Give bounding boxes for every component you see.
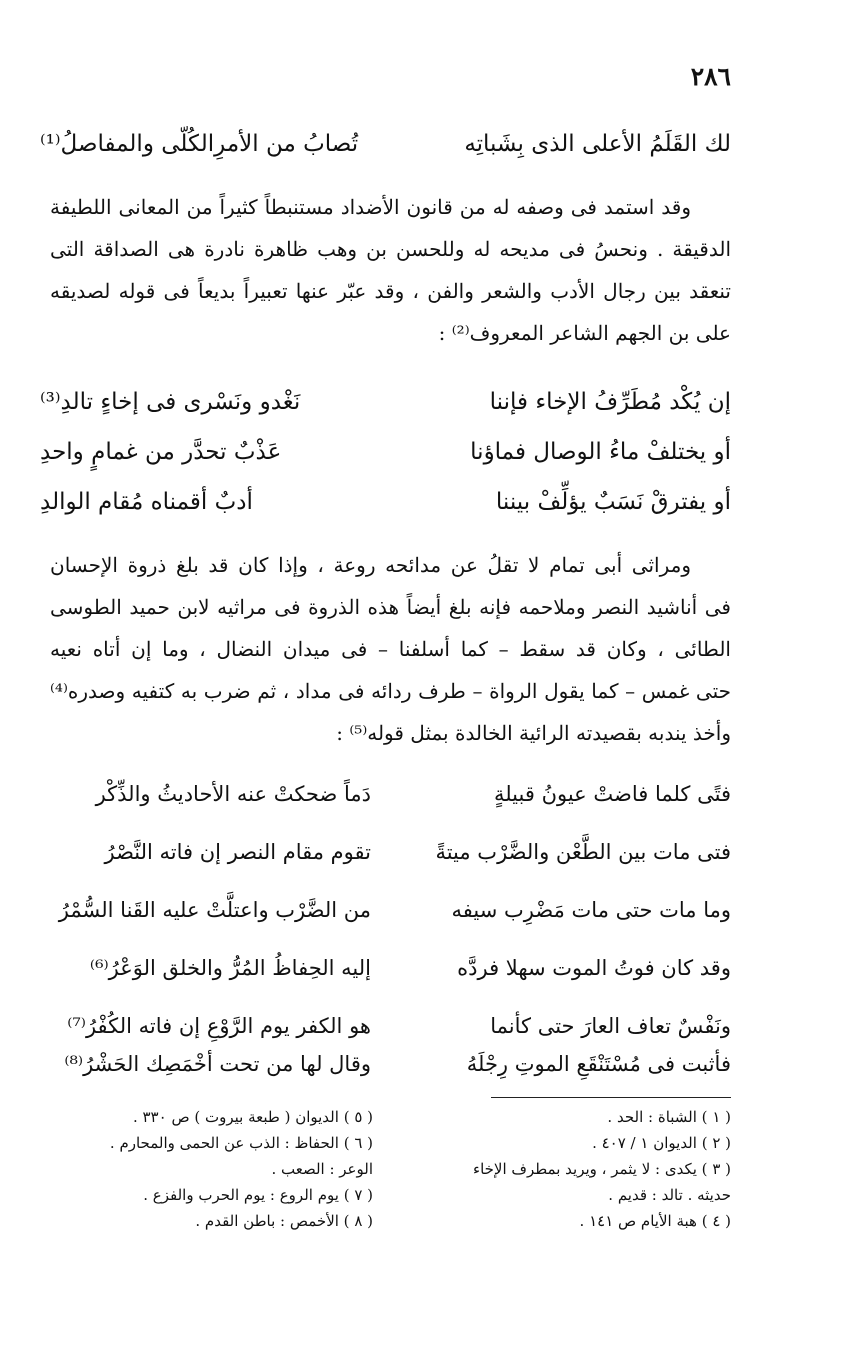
verse-second-hemistich: تقوم مقام النصر إن فاته النَّصْرُ: [104, 840, 371, 864]
paragraph-line: تنعقد بين رجال الأدب والشعر والفن ، وقد عبّر عنها تعبيراً بديعاً فى قوله لصديقه: [50, 279, 731, 303]
footnote: ( ٧ ) يوم الروع : يوم الحرب والفزع .: [143, 1186, 373, 1204]
verse: [40, 478, 731, 526]
verse-second-hemistich: من الضَّرْب واعتلَّتْ عليه القَنا السُّمْرُ: [58, 898, 371, 922]
verse-second-hemistich: هو الكفر يوم الرَّوْعِ إن فاته الكُفْرُ⁽⁷⁾: [67, 1014, 371, 1038]
paragraph-line: ومراثى أبى تمام لا تقلُ عن مدائحه روعة ، وإذا كان قد بلغ ذروة الإحسان: [50, 553, 691, 577]
footnote: ( ٣ ) يكدى : لا يثمر ، ويريد بمطرف الإخاء: [473, 1160, 731, 1178]
paragraph-line: وأخذ يندبه بقصيدته الرائية الخالدة بمثل قوله⁽⁵⁾ :: [336, 721, 731, 745]
footnotes-left-column: [110, 1104, 373, 1234]
verse: [40, 428, 731, 476]
verse-first-hemistich: إن يُكْد مُطَرِّفُ الإخاء فإننا: [489, 389, 731, 415]
footnote: ( ٢ ) الديوان ١ / ٤٠٧ .: [592, 1134, 731, 1152]
verse-first-hemistich: ونَفْسٌ تعاف العارَ حتى كأنما: [490, 1014, 731, 1038]
verse-first-hemistich: فتى مات بين الطَّعْن والضَّرْب ميتةً: [435, 840, 731, 864]
paragraph-line: فى أناشيد النصر وملاحمه فإنه بلغ أيضاً هذه الذروة فى مراثيه لابن حميد الطوسى: [50, 595, 731, 619]
verse-first-hemistich: فتًى كلما فاضتْ عيونُ قبيلةٍ: [493, 782, 731, 806]
footnote: ( ٨ ) الأخمص : باطن القدم .: [195, 1212, 373, 1230]
paragraph-line: الدقيقة . ونحسُ فى مديحه له وللحسن بن وهب ظاهرة نادرة هى الصداقة التى: [50, 237, 731, 261]
elegy-verse: [40, 881, 731, 939]
elegy-verse: [40, 1035, 731, 1093]
footnote: الوعر : الصعب .: [271, 1160, 373, 1178]
paragraph-line: الطائى ، وكان قد سقط – كما أسلفنا – فى ميدان النضال ، وما إن أتاه نعيه: [50, 637, 731, 661]
verse-first-hemistich: وما مات حتى مات مَضْرِب سيفه: [451, 898, 731, 922]
elegy-verse: [40, 765, 731, 823]
footnote: حديثه . تالد : قديم .: [608, 1186, 731, 1204]
verse-first-hemistich: فأثبت فى مُسْتَنْقَعِ الموتِ رِجْلَهُ: [466, 1052, 731, 1076]
verse-first-hemistich: أو يختلفْ ماءُ الوصال فماؤنا: [470, 439, 731, 465]
verse-second-hemistich: أدبٌ أقمناه مُقام الوالدِ: [40, 489, 253, 515]
paragraph-2: [50, 544, 731, 754]
paragraph-line: حتى غمس – كما يقول الرواة – طرف ردائه فى مداد ، ثم ضرب به كتفيه وصدره⁽⁴⁾: [50, 679, 731, 703]
verse: [40, 378, 731, 426]
footnote: ( ٤ ) هبة الأيام ص ١٤١ .: [579, 1212, 731, 1230]
paragraph-1: [50, 186, 731, 354]
verse-first-hemistich: أو يفترقْ نَسَبٌ يؤلِّفْ بيننا: [495, 489, 731, 515]
verse-second-hemistich: عَذْبٌ تحدَّر من غمامٍ واحدِ: [40, 439, 282, 465]
opening-verse: [40, 120, 731, 168]
elegy-verse: [40, 823, 731, 881]
verse-second-hemistich: وقال لها من تحت أخْمَصِك الحَشْرُ⁽⁸⁾: [64, 1052, 371, 1076]
footnote: ( ٥ ) الديوان ( طبعة بيروت ) ص ٣٣٠ .: [132, 1108, 373, 1126]
paragraph-line: وقد استمد فى وصفه له من قانون الأضداد مستنبطاً كثيراً من المعانى اللطيفة: [50, 195, 691, 219]
verse-first-hemistich: لك القَلَمُ الأعلى الذى بِشَباتِه: [464, 131, 731, 157]
footnote: ( ٦ ) الحفاظ : الذب عن الحمى والمحارم .: [109, 1134, 373, 1152]
verse-second-hemistich: نَغْدو ونَسْرى فى إخاءٍ تالدِ⁽³⁾: [40, 389, 301, 415]
footnotes-right-column: [473, 1104, 731, 1234]
verse-first-hemistich: وقد كان فوتُ الموت سهلا فردَّه: [457, 956, 731, 980]
verse-second-hemistich: إليه الحِفاظُ المُرُّ والخلق الوَعْرُ⁽⁶⁾: [89, 956, 371, 980]
page-number: ٢٨٦: [690, 62, 731, 91]
footnote: ( ١ ) الشباة : الحد .: [607, 1108, 731, 1126]
verse-second-hemistich: تُصابُ من الأمرِالكُلّى والمفاصلُ⁽¹⁾: [40, 131, 359, 157]
footnote-separator: [491, 1097, 731, 1098]
verse-second-hemistich: دَماً ضحكتْ عنه الأحاديثُ والذِّكْر: [95, 782, 371, 806]
paragraph-line: على بن الجهم الشاعر المعروف⁽²⁾ :: [438, 321, 731, 345]
elegy-verse: [40, 939, 731, 997]
